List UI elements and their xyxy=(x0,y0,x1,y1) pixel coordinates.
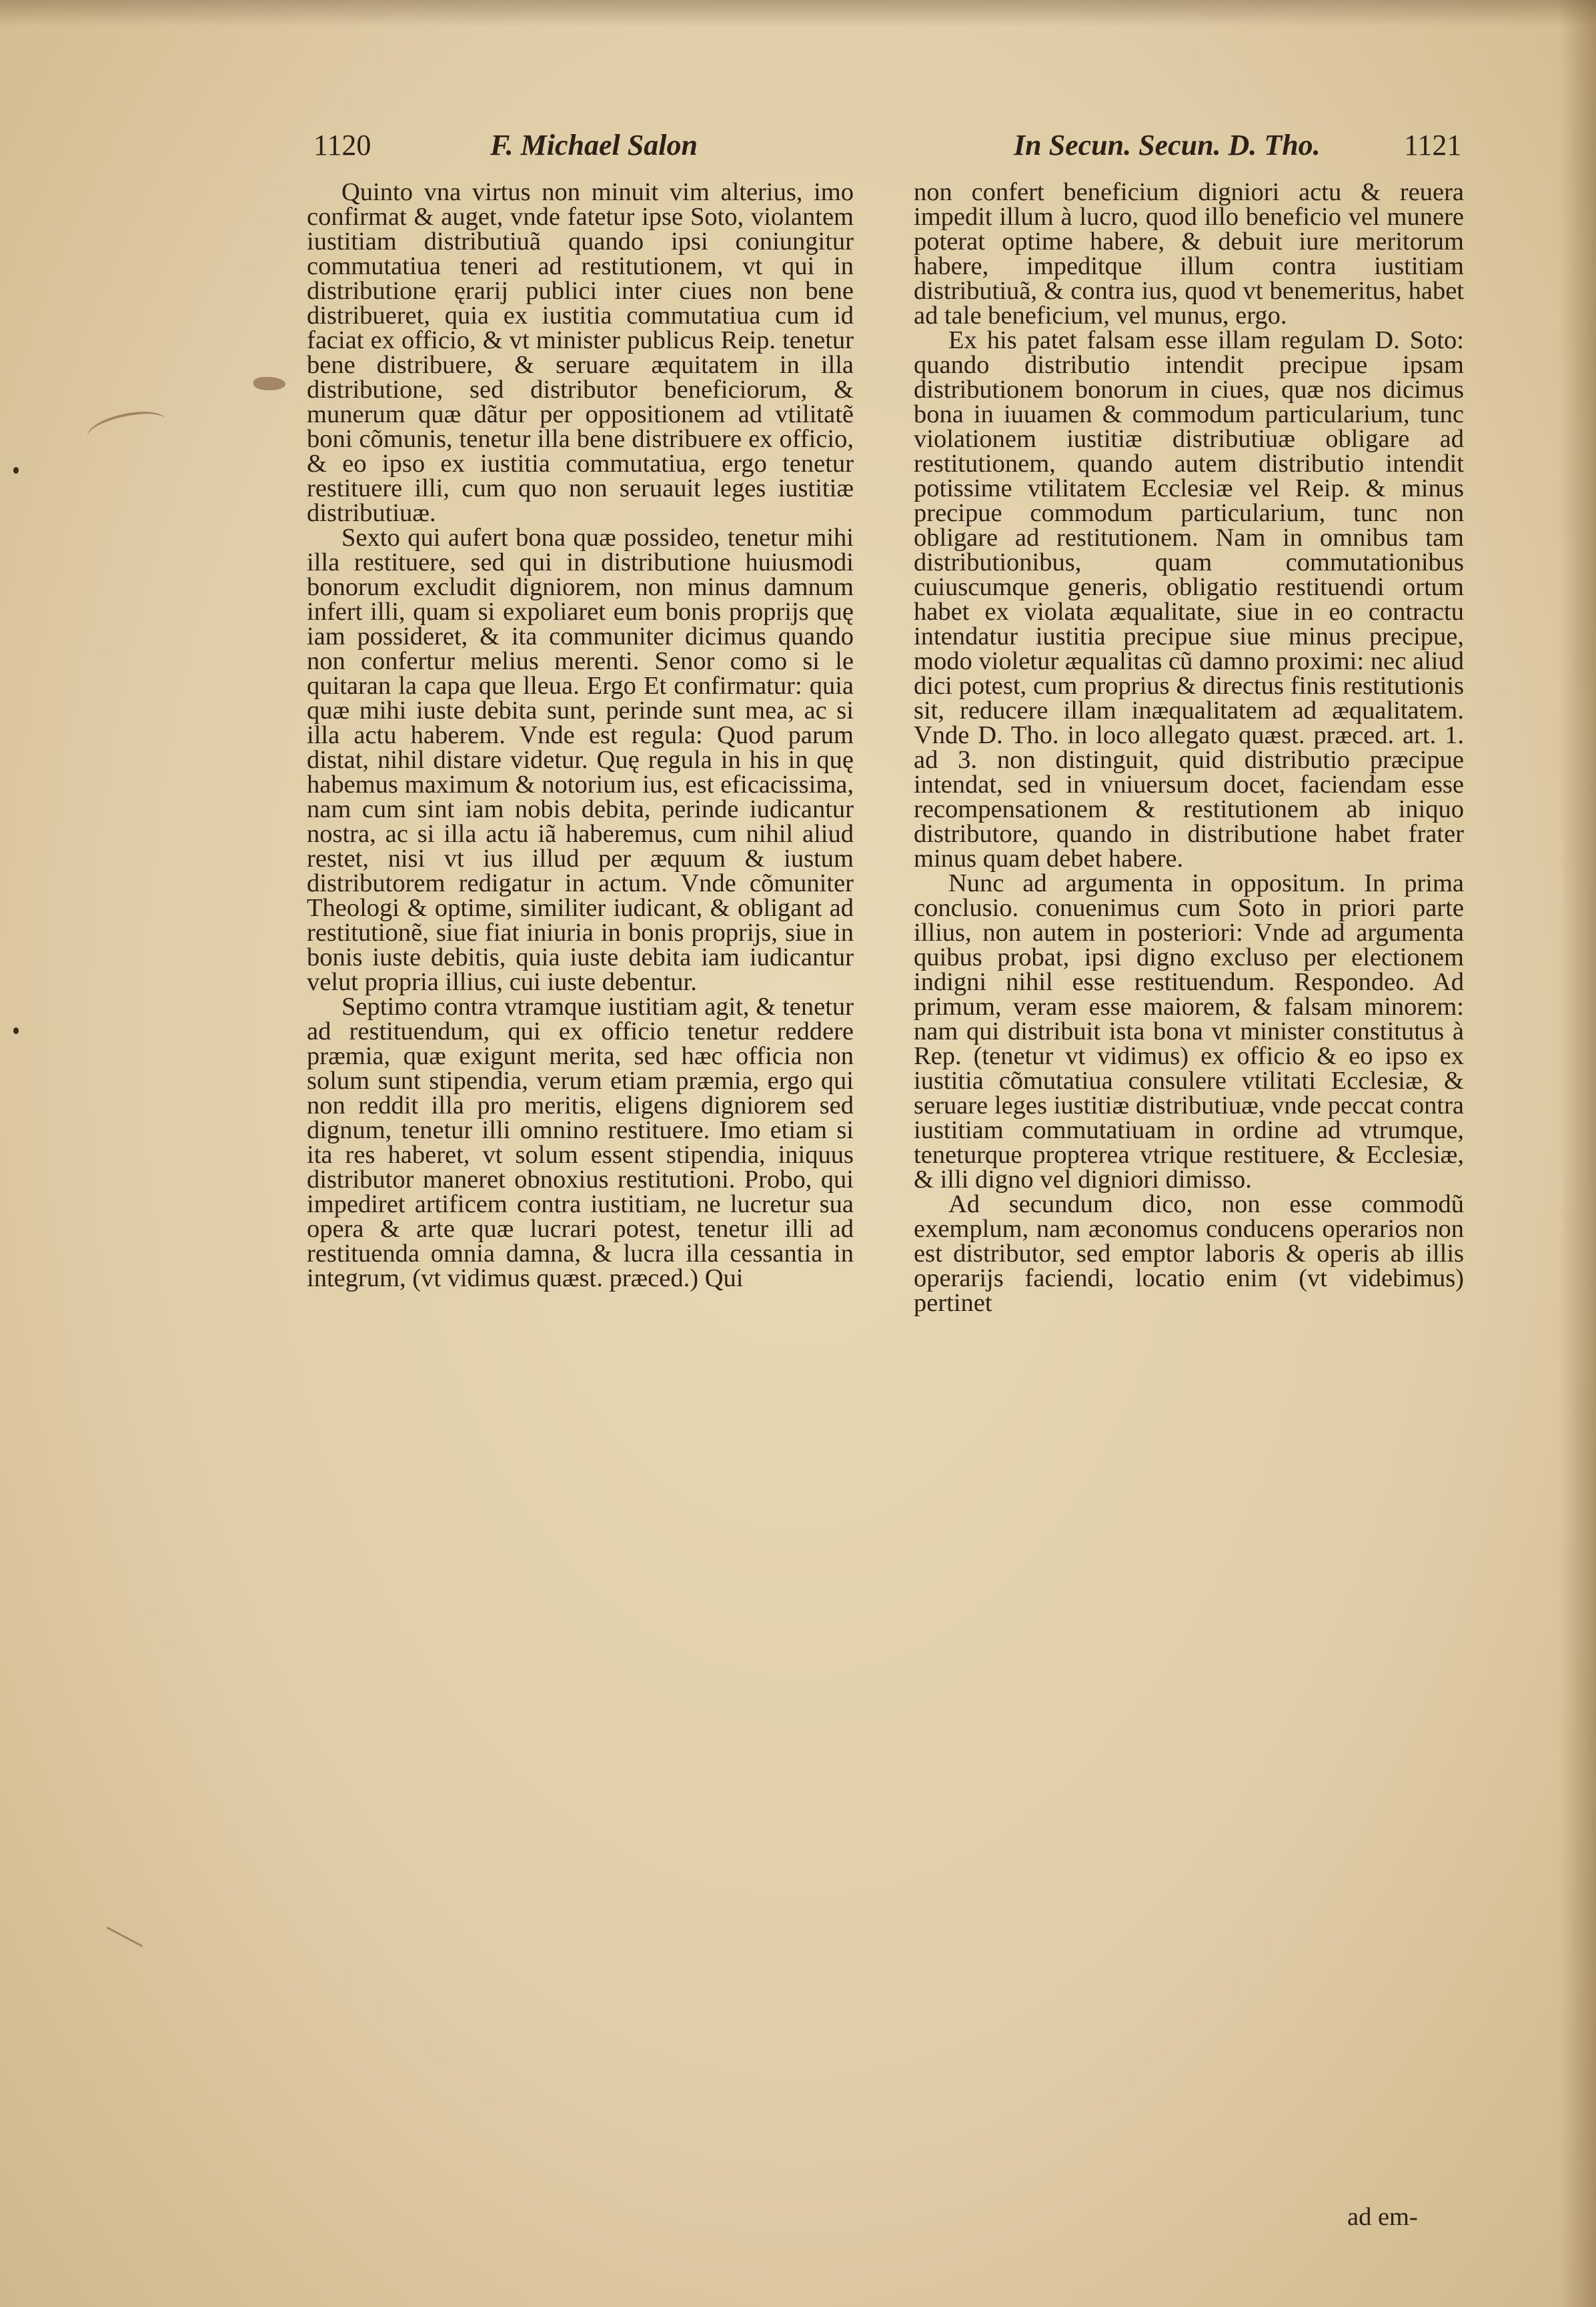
marginal-ink-mark xyxy=(253,377,285,390)
paragraph: Sexto qui aufert bona quæ possideo, tenetur mihi illa restituere, sed qui in distributione huiusmodi bonorum excludit digniorem, non minus damnum infert illi, quam si expoliaret eum bonis proprijs quę iam possideret, & ita communiter dicimus quando non confertur melius merenti. Senor como si le quitaran la capa que lleua. Ergo Et confirmatur: quia quæ mihi iuste debita sunt, perinde sunt mea, ac si illa actu haberem. Vnde est regula: Quod parum distat, nihil distare videtur. Quę regula in his in quę habemus maximum & notorium ius, est eficacissima, nam cum sint iam nobis debita, perinde iudicantur nostra, ac si illa actu iã haberemus, cum nihil aliud restet, nisi vt ius illud per æquum & iustum distributorem redigatur in actum. Vnde cõmuniter Theologi & optime, similiter iudicant, & obligant ad restitutionẽ, siue fiat iniuria in bonis proprijs, siue in bonis iuste debitis, quia iuste debita iam iudicantur velut propria illius, cui iuste debentur. xyxy=(307,524,854,996)
paragraph: Quinto vna virtus non minuit vim alterius, imo confirmat & auget, vnde fatetur ipse Soto, violantem iustitiam distributiuã quando ipsi coniungitur commutatiua teneri ad restitutionem, vt qui in distributione ęrarij publici inter ciues non bene distribueret, quia ex iustitia commutatiua cum id faciat ex officio, & vt minister publicus Reip. tenetur bene distribuere, & seruare æquitatem in illa distributione, sed distributor beneficiorum, & munerum quæ dãtur per oppositionem ad vtilitatẽ boni cõmunis, tenetur illa bene distribuere ex officio, & eo ipso ex iustitia commutatiua, ergo tenetur restituere illi, cum quo non seruauit leges iustitiæ distributiuæ. xyxy=(307,178,854,527)
running-head-right xyxy=(1404,125,1461,165)
folio-left: 1120 xyxy=(313,129,371,161)
page-gutter-shadow xyxy=(1559,0,1596,2307)
ink-dot xyxy=(13,467,19,474)
catchword: ad em- xyxy=(1347,2203,1418,2231)
work-running-title: In Secun. Secun. D. Tho. xyxy=(1014,129,1321,161)
page-edge-shadow xyxy=(0,0,1596,27)
folio-right: 1121 xyxy=(1404,129,1462,161)
paragraph: Nunc ad argumenta in oppositum. In prima conclusio. conuenimus cum Soto in priori parte illius, non autem in posteriori: Vnde ad argumenta quibus probat, ipsi digno excluso per electionem indigni nihil esse restituendum. Respondeo. Ad primum, veram esse maiorem, & falsam minorem: nam qui distribuit ista bona vt minister constitutus à Rep. (tenetur vt vidimus) ex officio & eo ipso ex iustitia cõmutatiua consulere vtilitati Ecclesiæ, & seruare leges iustitiæ distributiuæ, vnde peccat contra iustitiam commutatiuam in ordine ad vtrumque, teneturque propterea vtrique restituere, & Ecclesiæ, & illi digno vel digniori dimisso. xyxy=(914,869,1464,1194)
right-column xyxy=(914,180,1464,1316)
paragraph: non confert beneficium digniori actu & reuera impedit illum à lucro, quod illo beneficio vel munere poterat optime habere, & debuit iure meritorum habere, impeditque illum contra iustitiam distributiuã, & contra ius, quod vt benemeritus, habet ad tale beneficium, vel munus, ergo. xyxy=(914,178,1464,330)
ink-stain xyxy=(85,406,169,451)
author-running-title: F. Michael Salon xyxy=(490,129,698,161)
running-head-left xyxy=(313,125,371,165)
paragraph: Ad secundum dico, non esse commodũ exemplum, nam æconomus conducens operarios non est distributor, sed emptor laboris & operis ab illis operarijs faciendi, locatio enim (vt videbimus) pertinet xyxy=(914,1190,1464,1317)
ink-stroke xyxy=(97,1927,143,1965)
paragraph: Septimo contra vtramque iustitiam agit, & tenetur ad restituendum, qui ex officio tenetur reddere præmia, quæ exigunt merita, sed hæc officia non solum sunt stipendia, verum etiam præmia, ergo qui non reddit illa pro meritis, eligens digniorem sed dignum, tenetur illi omnino restituere. Imo etiam si ita res haberet, vt solum essent stipendia, iniquus distributor maneret obnoxius restitutioni. Probo, qui impediret artificem contra iustitiam, ne lucretur sua opera & arte quæ lucrari potest, tenetur illi ad restituenda omnia damna, & lucra illa cessantia in integrum, (vt vidimus quæst. præced.) Qui xyxy=(307,993,854,1292)
left-column xyxy=(307,180,854,1291)
ink-dot xyxy=(13,1027,19,1034)
paragraph: Ex his patet falsam esse illam regulam D. Soto: quando distributio intendit precipue ipsam distributionem bonorum in ciues, quæ nos dicimus bona in iuuamen & commodum particularium, tunc violationem iustitiæ distributiuæ obligare ad restitutionem, quando autem distributio intendit potissime vtilitatem Ecclesiæ vel Reip. & minus precipue commodum particularium, tunc non obligare ad restitutionem. Nam in omnibus tam distributionibus, quam commutationibus cuiuscumque generis, obligatio restituendi ortum habet ex violata æqualitate, siue in eo contractu intendatur iustitia precipue siue minus precipue, modo violetur æqualitas cũ damno proximi: nec aliud dici potest, cum proprius & directus finis restitutionis sit, reducere illam inæqualitatem ad æqualitatem. Vnde D. Tho. in loco allegato quæst. præced. art. 1. ad 3. non distinguit, quid distributio præcipue intendat, sed in vniuersum docet, faciendam esse recompensationem & restitutionem ab iniquo distributore, quando in distributione habet frater minus quam debet habere. xyxy=(914,326,1464,873)
